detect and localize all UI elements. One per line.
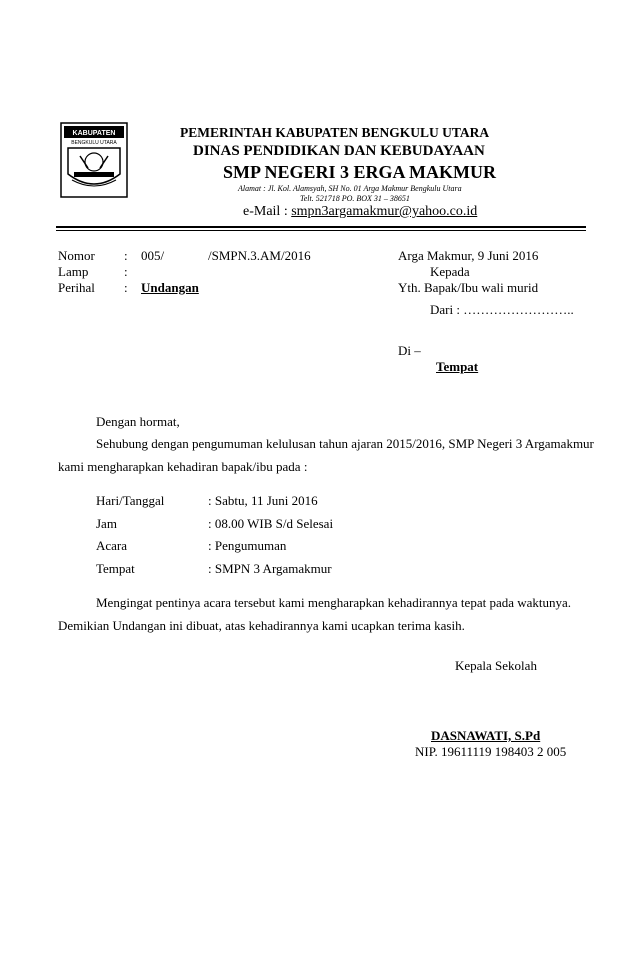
- perihal-value: Undangan: [141, 280, 199, 295]
- nomor-value-b: /SMPN.3.AM/2016: [208, 248, 311, 263]
- email-link[interactable]: smpn3argamakmur@yahoo.co.id: [291, 204, 478, 219]
- para2-line2: Demikian Undangan ini dibuat, atas kehadirannya kami ucapkan terima kasih.: [58, 618, 465, 633]
- di-label: Di –: [398, 343, 421, 358]
- letterhead-email-line: [243, 204, 477, 220]
- signature-nip: NIP. 19611119 198403 2 005: [415, 744, 567, 759]
- logo-text-sub: BENGKULU UTARA: [71, 140, 117, 146]
- email-label: e-Mail :: [243, 204, 292, 219]
- para1-line2: kami mengharapkan kehadiran bapak/ibu pada :: [58, 459, 308, 474]
- nomor-label: Nomor: [58, 248, 95, 263]
- tempat-label: Tempat: [436, 359, 479, 374]
- letterhead-address: Alamat : Jl. Kol. Alamsyah, SH No. 01 Arga Makmur Bengkulu Utara: [238, 184, 462, 193]
- detail-label-event: Acara: [96, 538, 128, 553]
- nomor-value-a: 005/: [141, 248, 165, 263]
- lamp-label: Lamp: [58, 264, 89, 279]
- detail-label-date: Hari/Tanggal: [96, 493, 165, 508]
- letterhead-phone: Telt. 521718 PO. BOX 31 – 38651: [300, 194, 410, 203]
- letterhead-rule-thick: [56, 226, 586, 228]
- nomor-colon: :: [124, 248, 128, 263]
- detail-value-place: : SMPN 3 Argamakmur: [208, 561, 332, 576]
- detail-label-place: Tempat: [96, 561, 135, 576]
- kepada: Kepada: [430, 264, 470, 279]
- signature-title: Kepala Sekolah: [455, 658, 537, 673]
- from-line: Dari : ……………………..: [430, 302, 574, 317]
- greeting: Dengan hormat,: [96, 414, 180, 429]
- letterhead-rule-thin: [56, 230, 586, 231]
- perihal-colon: :: [124, 280, 128, 295]
- detail-value-time: : 08.00 WIB S/d Selesai: [208, 516, 334, 531]
- detail-value-date: : Sabtu, 11 Juni 2016: [208, 493, 318, 508]
- signature-name: DASNAWATI, S.Pd: [431, 728, 541, 743]
- para2-line1: Mengingat pentinya acara tersebut kami mengharapkan kehadirannya tepat pada waktunya.: [96, 595, 572, 610]
- letterhead-school-name: SMP NEGERI 3 ERGA MAKMUR: [223, 162, 497, 182]
- detail-value-event: : Pengumuman: [208, 538, 287, 553]
- recipient: Yth. Bapak/Ibu wali murid: [398, 280, 539, 295]
- letterhead-department: DINAS PENDIDIKAN DAN KEBUDAYAAN: [193, 143, 485, 159]
- place-date: Arga Makmur, 9 Juni 2016: [398, 248, 539, 263]
- regency-logo: [60, 122, 128, 198]
- letterhead-government: PEMERINTAH KABUPATEN BENGKULU UTARA: [180, 125, 490, 140]
- perihal-label: Perihal: [58, 280, 95, 295]
- logo-text-top: KABUPATEN: [72, 130, 116, 137]
- lamp-colon: :: [124, 264, 128, 279]
- para1-line1: Sehubung dengan pengumuman kelulusan tahun ajaran 2015/2016, SMP Negeri 3 Argamakmur: [96, 436, 594, 451]
- detail-label-time: Jam: [96, 516, 117, 531]
